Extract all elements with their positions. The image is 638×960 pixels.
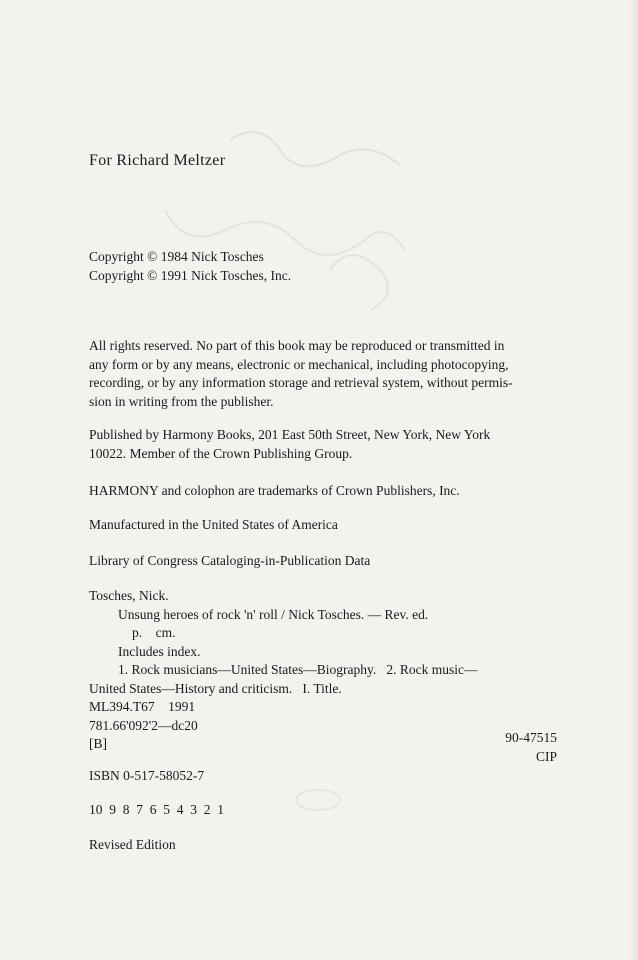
rights-line: any form or by any means, electronic or mechanical, including photocopying, xyxy=(89,356,509,372)
copyright-line: Copyright © 1991 Nick Tosches, Inc. xyxy=(89,267,292,283)
cip-right xyxy=(440,729,557,766)
copyright-line: Copyright © 1984 Nick Tosches xyxy=(89,249,264,264)
cip-author: Tosches, Nick. xyxy=(89,588,169,603)
isbn: ISBN 0-517-58052-7 xyxy=(89,768,205,783)
printing-line: 10 9 8 7 6 5 4 3 2 1 xyxy=(89,802,224,817)
trademark-notice: HARMONY and colophon are trademarks of Crown Publishers, Inc. xyxy=(89,483,460,498)
cip-bracket: [B] xyxy=(89,736,107,751)
cip-call-number: ML394.T67 1991 xyxy=(89,699,196,714)
cip-title: Unsung heroes of rock 'n' roll / Nick Tosches. — Rev. ed. xyxy=(118,606,429,622)
rights-line: sion in writing from the publisher. xyxy=(89,393,274,409)
copyright-block xyxy=(89,248,291,285)
published-line: 10022. Member of the Crown Publishing Group. xyxy=(89,445,353,461)
published-line: Published by Harmony Books, 201 East 50th Street, New York, New York xyxy=(89,427,491,442)
cip-header: Library of Congress Cataloging-in-Publication Data xyxy=(89,553,371,568)
rights-line: recording, or by any information storage and retrieval system, without permis- xyxy=(89,375,513,390)
cip-index: Includes index. xyxy=(118,643,201,659)
manufactured-notice: Manufactured in the United States of America xyxy=(89,517,338,532)
cip-label: CIP xyxy=(535,748,557,764)
cip-dewey: 781.66'092'2—dc20 xyxy=(89,717,198,733)
rights-block xyxy=(89,337,513,411)
cip-block xyxy=(89,587,477,754)
cip-subjects: 1. Rock musicians—United States—Biography. 2. Rock music— xyxy=(118,662,478,677)
cip-lccn: 90-47515 xyxy=(505,730,557,745)
published-block xyxy=(89,426,490,463)
cip-pagination: p. cm. xyxy=(132,625,176,640)
dedication: For Richard Meltzer xyxy=(89,152,226,169)
page-edge-shadow xyxy=(628,0,638,960)
rights-line: All rights reserved. No part of this book may be reproduced or transmitted in xyxy=(89,338,505,353)
edition: Revised Edition xyxy=(89,837,176,852)
cip-subjects-cont: United States—History and criticism. I. Title. xyxy=(89,680,342,696)
